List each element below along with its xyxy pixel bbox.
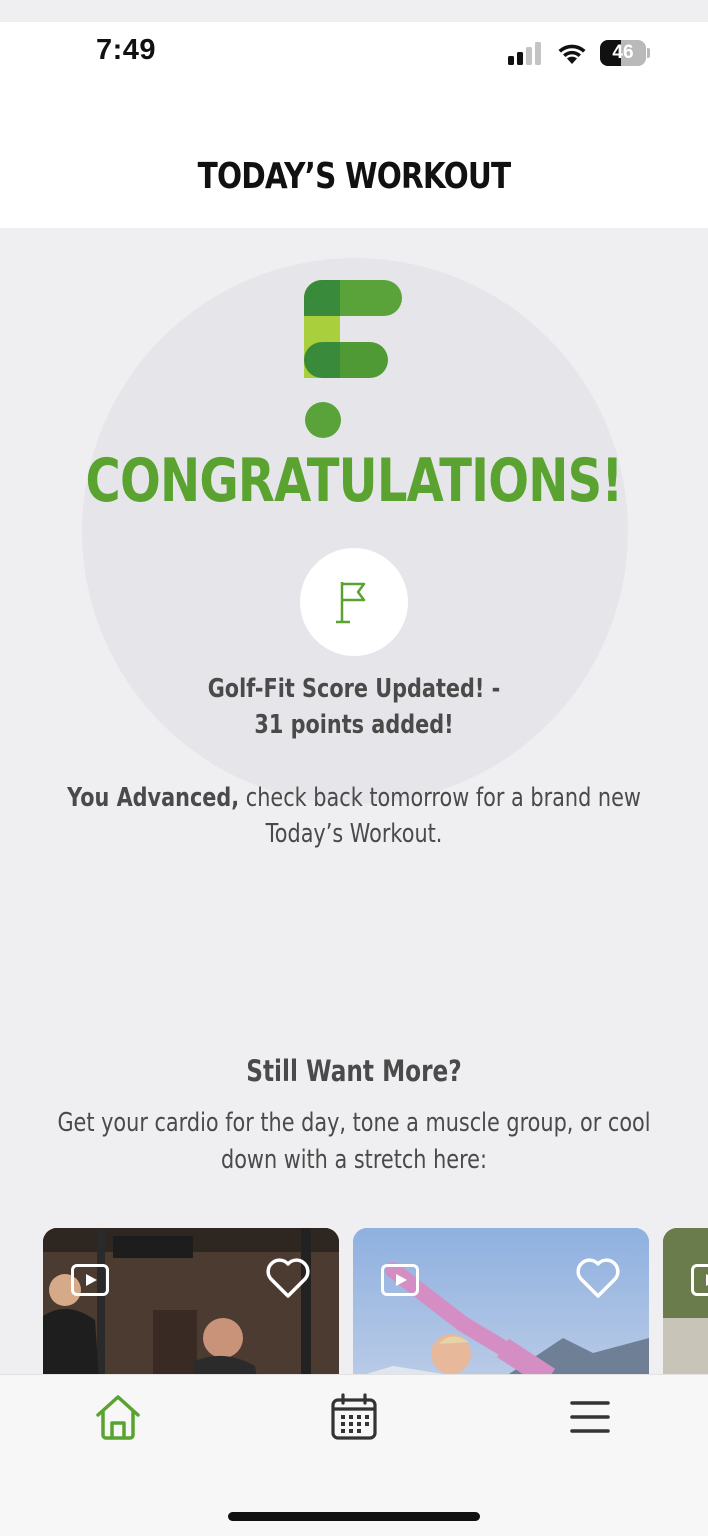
card-2-image	[353, 1228, 649, 1378]
workout-card-3[interactable]	[663, 1228, 708, 1378]
advance-message	[40, 780, 668, 852]
golf-flag-icon	[334, 578, 374, 626]
menu-icon[interactable]	[564, 1391, 616, 1443]
battery-level: 46	[612, 42, 634, 63]
advance-rest-text: check back tomorrow for a brand new Today’s Workout.	[239, 783, 641, 849]
home-icon[interactable]	[92, 1391, 144, 1443]
calendar-icon[interactable]	[328, 1391, 380, 1443]
home-indicator[interactable]	[228, 1512, 480, 1521]
play-video-icon[interactable]	[691, 1264, 708, 1296]
heart-icon[interactable]	[265, 1256, 311, 1300]
points-added-text: 31 points added!	[254, 710, 454, 740]
workout-card-1[interactable]	[43, 1228, 339, 1378]
status-time: 7:49	[96, 34, 157, 66]
page-header	[0, 82, 708, 228]
play-video-icon[interactable]	[381, 1264, 419, 1296]
card-3-image	[663, 1228, 708, 1378]
battery-icon	[600, 40, 650, 66]
still-want-more-description	[40, 1105, 668, 1179]
score-updated-text: Golf-Fit Score Updated! -	[207, 674, 501, 704]
cellular-signal-icon	[508, 41, 544, 65]
status-bar	[0, 22, 708, 82]
golf-fit-logo	[300, 278, 406, 442]
play-video-icon[interactable]	[71, 1264, 109, 1296]
flag-badge	[300, 548, 408, 656]
still-want-more-heading: Still Want More?	[246, 1054, 462, 1088]
page-title: TODAY’S WORKOUT	[197, 156, 511, 197]
wifi-icon	[556, 40, 588, 66]
top-strip	[0, 0, 708, 22]
congratulations-heading: CONGRATULATIONS!	[85, 446, 623, 516]
workout-card-2[interactable]	[353, 1228, 649, 1378]
heart-icon[interactable]	[575, 1256, 621, 1300]
card-1-image	[43, 1228, 339, 1378]
more-description-text: Get your cardio for the day, tone a muscle group, or cool down with a stretch here:	[57, 1108, 651, 1175]
advance-bold-text: You Advanced,	[67, 783, 240, 813]
